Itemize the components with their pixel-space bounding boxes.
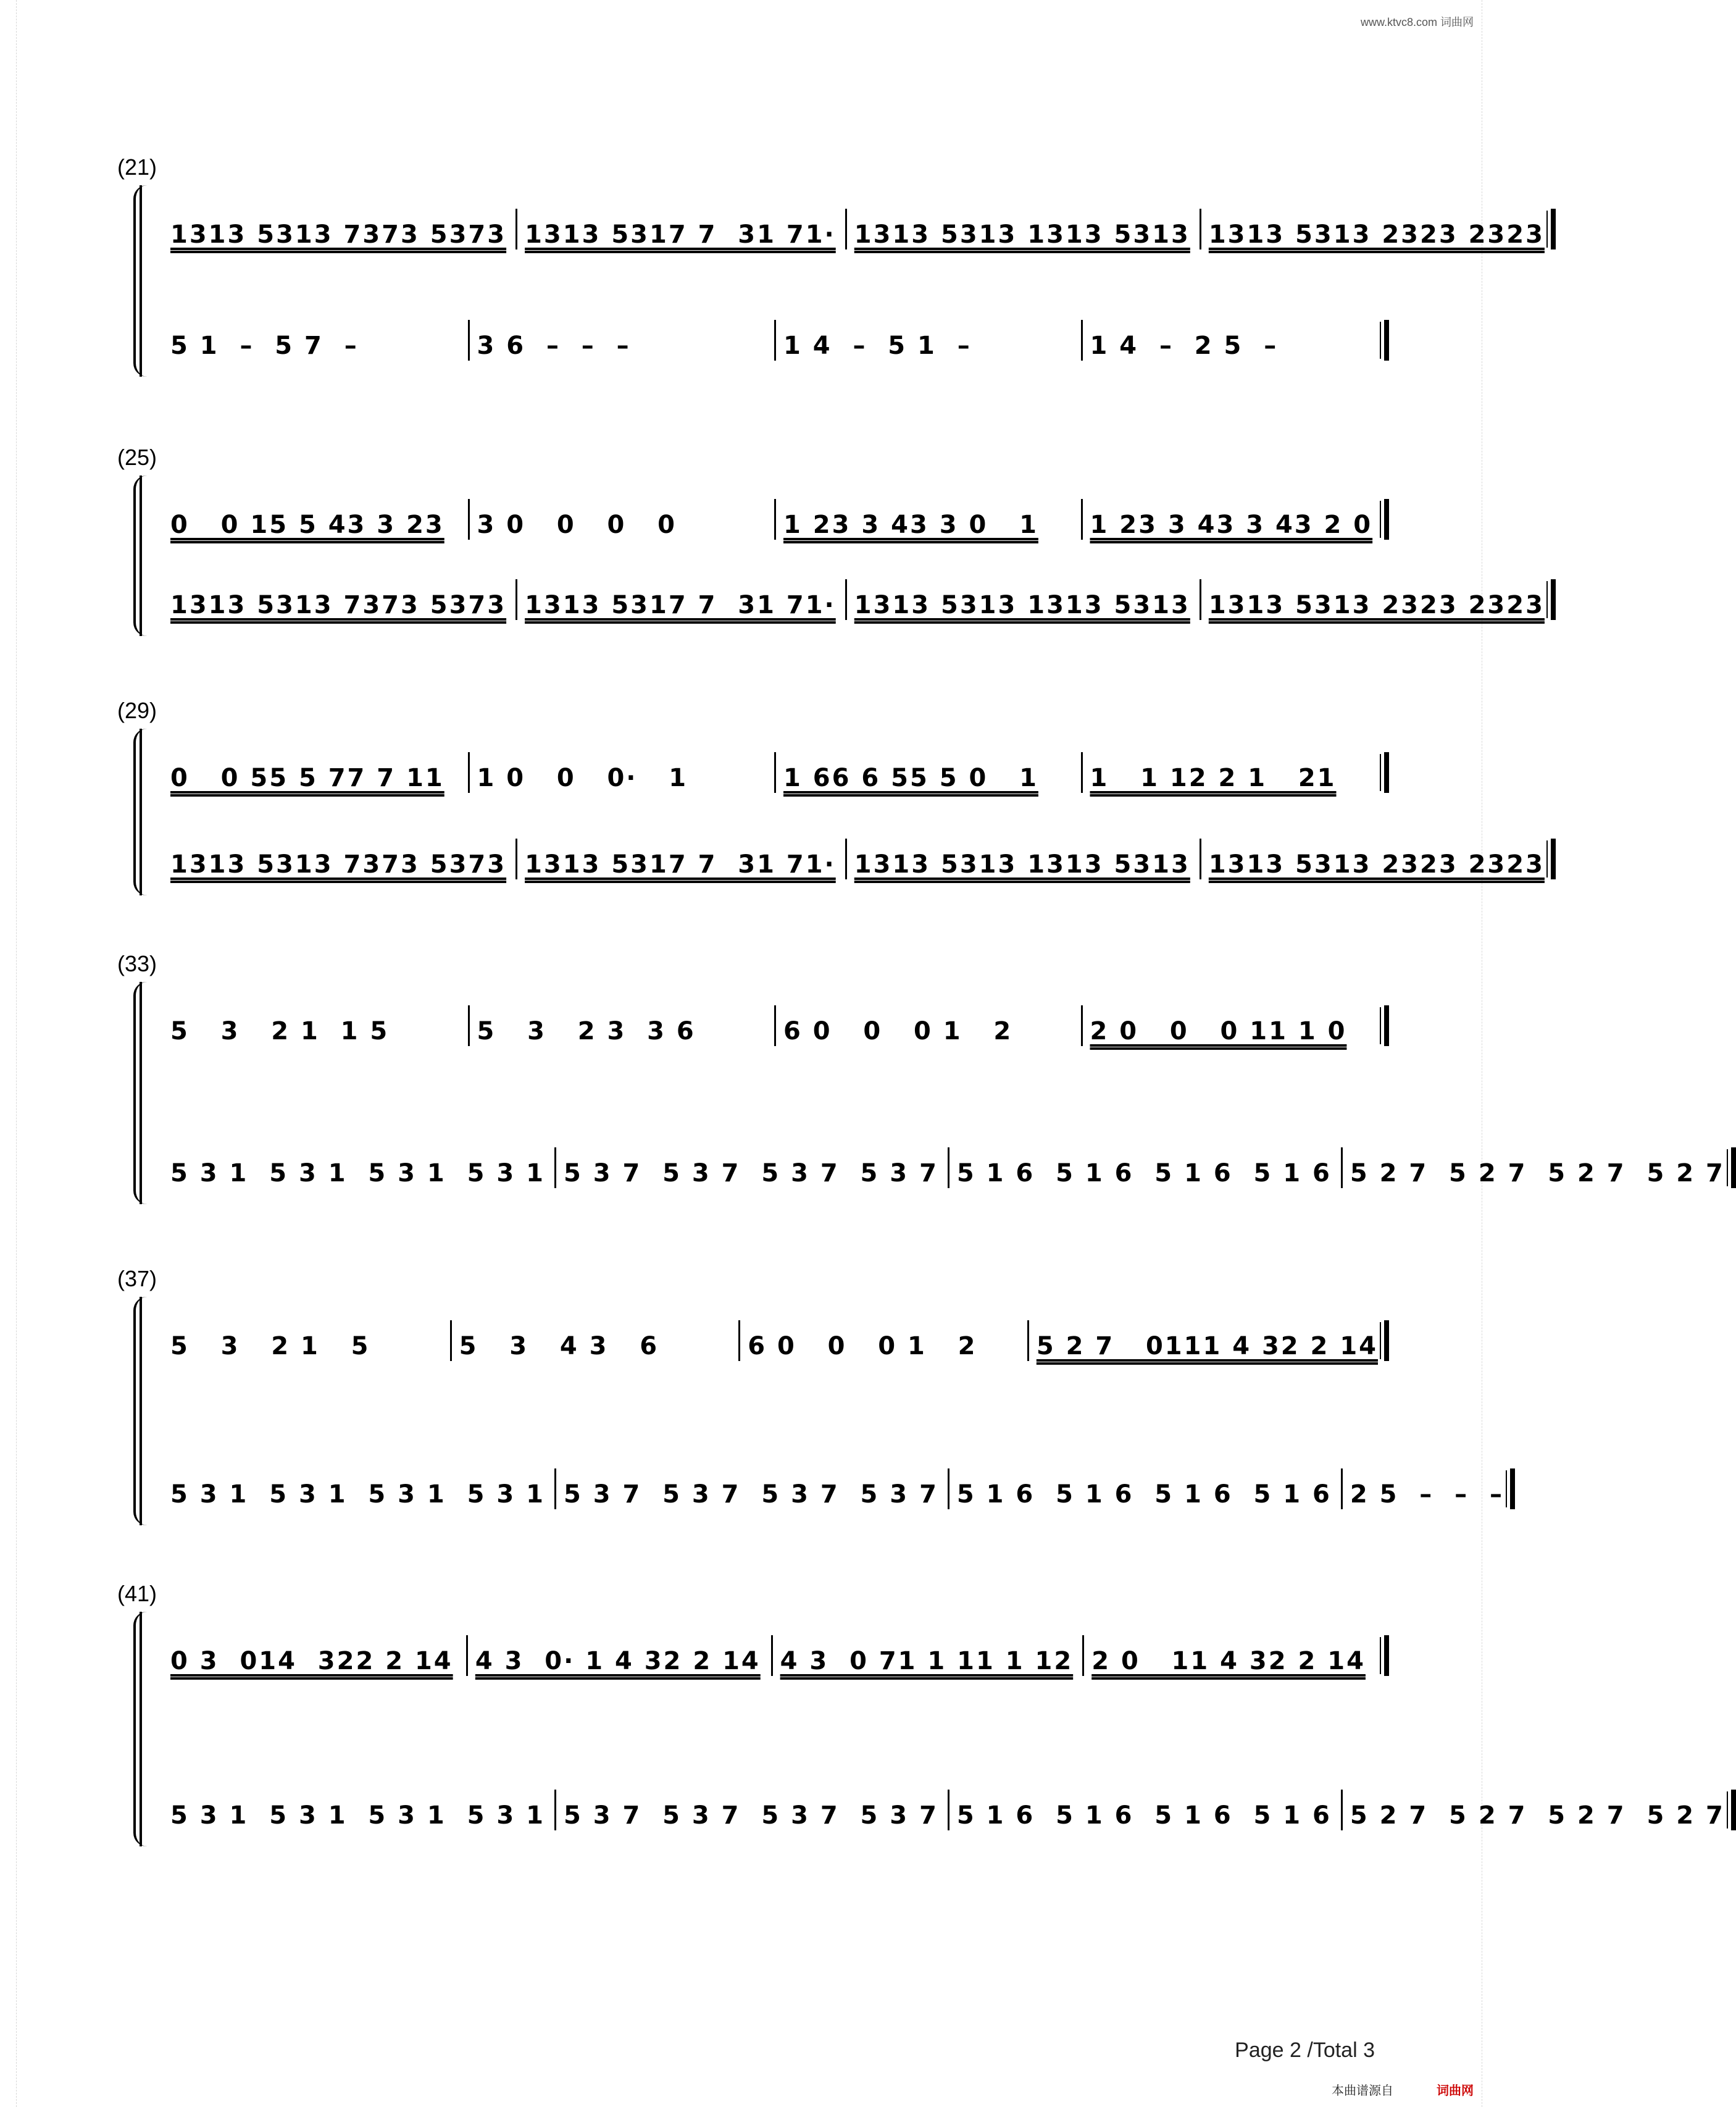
measure <box>163 834 517 883</box>
measure <box>1201 834 1556 883</box>
measure <box>517 204 847 253</box>
measure-number: (21) <box>117 154 157 180</box>
note-group: 5 3 7 5 3 7 5 3 7 5 3 7 <box>563 1801 938 1830</box>
note-group: 3 0 0 0 0 <box>477 511 677 539</box>
measure <box>1343 1785 1736 1834</box>
lower-staff <box>163 315 1389 364</box>
upper-staff <box>163 204 1545 253</box>
measure <box>163 1315 452 1365</box>
system-barline <box>140 1612 142 1846</box>
note-group: 1313 5313 7373 5373 <box>170 850 507 879</box>
note-group: 0 3 014 322 2 14 <box>170 1647 453 1675</box>
measure <box>470 747 777 797</box>
note-group: 5 1 6 5 1 6 5 1 6 5 1 6 <box>956 1480 1332 1509</box>
measure <box>517 574 847 624</box>
measure <box>470 1000 777 1050</box>
measure <box>163 1630 468 1680</box>
score-system <box>111 1581 1725 1853</box>
score-system <box>111 951 1725 1210</box>
note-group: 5 2 7 5 2 7 5 2 7 5 2 7 <box>1350 1159 1725 1188</box>
note-group: 0 0 15 5 43 3 23 <box>170 511 444 539</box>
note-group: 5 3 2 1 5 <box>170 1332 370 1360</box>
measure <box>470 315 777 364</box>
measure <box>776 747 1083 797</box>
note-group: 1313 5313 1313 5313 <box>854 850 1190 879</box>
measure <box>1084 1630 1389 1680</box>
note-group: 5 1 6 5 1 6 5 1 6 5 1 6 <box>956 1159 1332 1188</box>
note-group: 0 0 55 5 77 7 11 <box>170 764 444 792</box>
upper-staff <box>163 1630 1389 1680</box>
measure <box>517 834 847 883</box>
measure <box>163 204 517 253</box>
system-barline <box>140 729 142 895</box>
note-group: 5 3 1 5 3 1 5 3 1 5 3 1 <box>170 1480 545 1509</box>
note-group: 5 1 6 5 1 6 5 1 6 5 1 6 <box>956 1801 1332 1830</box>
lower-staff <box>163 1464 1504 1513</box>
measure <box>1029 1315 1389 1365</box>
note-group: 5 3 1 5 3 1 5 3 1 5 3 1 <box>170 1159 545 1188</box>
note-group: 6 0 0 0 1 2 <box>748 1332 977 1360</box>
measure-number: (29) <box>117 698 157 723</box>
measure-number: (41) <box>117 1581 157 1606</box>
lower-staff <box>163 1785 1725 1834</box>
note-group: 1313 5313 1313 5313 <box>854 591 1190 619</box>
note-group: 1313 5317 7 31 71· <box>525 591 836 619</box>
note-group: 1313 5313 1313 5313 <box>854 220 1190 249</box>
measure <box>740 1315 1029 1365</box>
measure <box>773 1630 1085 1680</box>
left-margin-strip <box>0 0 17 2107</box>
note-group: 1 23 3 43 3 0 1 <box>783 511 1038 539</box>
measure <box>468 1630 773 1680</box>
system-barline <box>140 185 142 377</box>
measure <box>949 1785 1343 1834</box>
measure <box>163 315 470 364</box>
note-group: 1313 5317 7 31 71· <box>525 220 836 249</box>
lower-staff <box>163 834 1545 883</box>
measure <box>163 747 470 797</box>
measure <box>776 494 1083 543</box>
measure <box>556 1785 949 1834</box>
measure <box>1201 204 1556 253</box>
site-logo-text: 词曲网 <box>1437 2084 1474 2098</box>
note-group: 1313 5313 2323 2323 <box>1208 850 1545 879</box>
system-barline <box>140 1297 142 1525</box>
measure <box>1083 747 1390 797</box>
measure <box>847 204 1201 253</box>
note-group: 1 66 6 55 5 0 1 <box>783 764 1038 792</box>
measure <box>556 1142 949 1192</box>
note-group: 1313 5317 7 31 71· <box>525 850 836 879</box>
note-group: 5 3 4 3 6 <box>459 1332 659 1360</box>
note-group: 5 3 7 5 3 7 5 3 7 5 3 7 <box>563 1159 938 1188</box>
system-barline <box>140 982 142 1204</box>
measure <box>776 315 1083 364</box>
note-group: 5 3 2 3 3 6 <box>477 1017 696 1045</box>
measure <box>1343 1464 1515 1513</box>
page-indicator: Page 2 /Total 3 <box>1235 2038 1375 2062</box>
measure-number: (25) <box>117 445 157 470</box>
upper-staff <box>163 747 1389 797</box>
score-system <box>111 154 1545 383</box>
note-group: 1313 5313 2323 2323 <box>1208 220 1545 249</box>
site-url: www.ktvc8.com 词曲网 <box>1360 16 1474 28</box>
measure <box>776 1000 1083 1050</box>
measure <box>163 1142 556 1192</box>
note-group: 1 1 12 2 1 21 <box>1090 764 1337 792</box>
note-group: 4 3 0· 1 4 32 2 14 <box>475 1647 761 1675</box>
measure <box>470 494 777 543</box>
measure-number: (33) <box>117 951 157 976</box>
measure <box>1083 315 1390 364</box>
note-group: 5 2 7 0111 4 32 2 14 <box>1036 1332 1378 1360</box>
measure <box>1083 1000 1390 1050</box>
note-group: 2 0 0 0 11 1 0 <box>1090 1017 1347 1045</box>
measure <box>163 1000 470 1050</box>
measure-number: (37) <box>117 1266 157 1291</box>
note-group: 1 23 3 43 3 43 2 0 <box>1090 511 1373 539</box>
note-group: 5 2 7 5 2 7 5 2 7 5 2 7 <box>1350 1801 1725 1830</box>
measure <box>949 1464 1343 1513</box>
measure <box>1201 574 1556 624</box>
measure <box>1083 494 1390 543</box>
note-group: 5 3 7 5 3 7 5 3 7 5 3 7 <box>563 1480 938 1509</box>
note-group: 2 5 – – – <box>1350 1480 1504 1509</box>
measure <box>1343 1142 1736 1192</box>
note-group: 5 1 – 5 7 – <box>170 332 359 360</box>
note-group: 3 6 – – – <box>477 332 631 360</box>
measure <box>949 1142 1343 1192</box>
system-barline <box>140 475 142 636</box>
note-group: 1313 5313 7373 5373 <box>170 591 507 619</box>
note-group: 1313 5313 7373 5373 <box>170 220 507 249</box>
lower-staff <box>163 574 1545 624</box>
note-group: 5 3 2 1 1 5 <box>170 1017 390 1045</box>
measure <box>452 1315 741 1365</box>
note-group: 6 0 0 0 1 2 <box>783 1017 1013 1045</box>
note-group: 1 4 – 2 5 – <box>1090 332 1279 360</box>
note-group: 1 4 – 5 1 – <box>783 332 972 360</box>
measure <box>163 1785 556 1834</box>
note-group: 1 0 0 0· 1 <box>477 764 688 792</box>
upper-staff <box>163 494 1389 543</box>
note-group: 2 0 11 4 32 2 14 <box>1091 1647 1366 1675</box>
upper-staff <box>163 1315 1389 1365</box>
score-system <box>111 1266 1504 1531</box>
score-system <box>111 445 1545 642</box>
note-group: 5 3 1 5 3 1 5 3 1 5 3 1 <box>170 1801 545 1830</box>
upper-staff <box>163 1000 1389 1050</box>
score-system <box>111 698 1545 902</box>
measure <box>163 494 470 543</box>
note-group: 1313 5313 2323 2323 <box>1208 591 1545 619</box>
measure <box>163 574 517 624</box>
lower-staff <box>163 1142 1725 1192</box>
measure <box>847 834 1201 883</box>
source-stamp: 本曲谱源自 <box>1332 2084 1393 2098</box>
note-group: 4 3 0 71 1 11 1 12 <box>780 1647 1074 1675</box>
measure <box>556 1464 949 1513</box>
measure <box>163 1464 556 1513</box>
measure <box>847 574 1201 624</box>
